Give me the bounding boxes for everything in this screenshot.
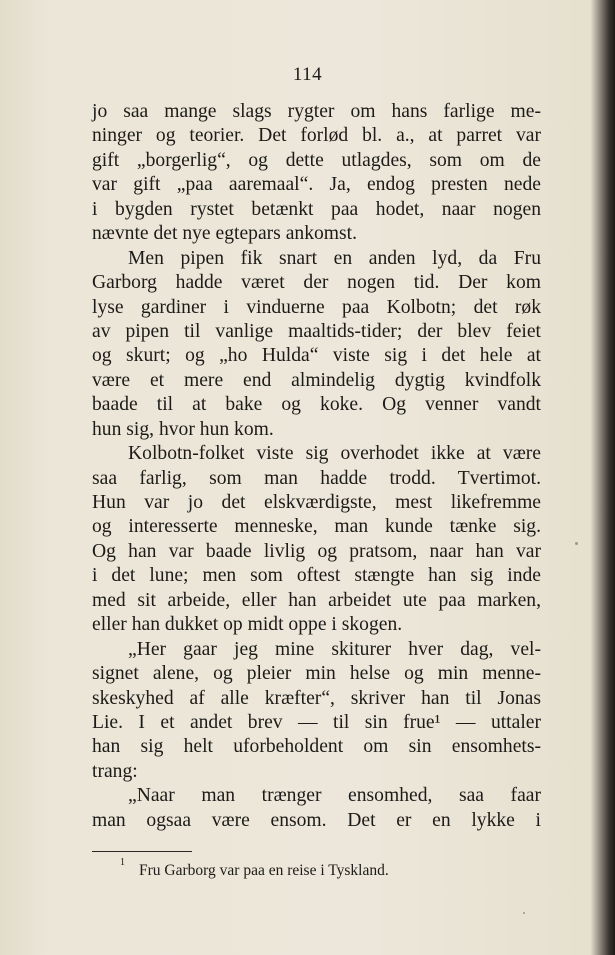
text-line: baade til at bake og koke. Og venner vandt <box>92 394 541 416</box>
text-line: skeskyhed af alle kræfter“, skriver han til Jonas <box>92 687 541 709</box>
text-line: og interesserte menneske, man kunde tænke sig. <box>92 516 541 538</box>
text-line: i det lune; men som oftest stængte han sig inde <box>92 565 541 587</box>
text-line: var gift „paa aaremaal“. Ja, endog presten nede <box>92 174 541 196</box>
text-line: være et mere end almindelig dygtig kvindfolk <box>92 369 541 391</box>
text-line: man ogsaa være ensom. Det er en lykke i <box>92 809 541 831</box>
footnote-marker: 1 <box>120 857 125 868</box>
text-line: trang: <box>92 760 138 782</box>
body-text <box>92 100 541 833</box>
text-line: eller han dukket op midt oppe i skogen. <box>92 614 403 636</box>
page-number: 114 <box>292 64 323 85</box>
text-line: saa farlig, som man hadde trodd. Tvertimot. <box>92 467 541 489</box>
footnote <box>120 857 389 881</box>
text-line: ninger og teorier. Det forlød bl. a., at parret var <box>92 125 541 147</box>
text-line: lyse gardiner i vinduerne paa Kolbotn; det røk <box>92 296 541 318</box>
text-line: „Naar man trænger ensomhed, saa faar <box>128 785 541 807</box>
text-line: han sig helt uforbeholdent om sin ensomhets- <box>92 736 541 758</box>
text-line: nævnte det nye egtepars ankomst. <box>92 223 357 245</box>
footnote-text: Fru Garborg var paa en reise i Tyskland. <box>139 862 389 880</box>
text-line: Garborg hadde været der nogen tid. Der kom <box>92 272 541 294</box>
text-line: Men pipen fik snart en anden lyd, da Fru <box>128 247 541 269</box>
text-line: Lie. I et andet brev — til sin frue¹ — uttaler <box>92 711 541 733</box>
text-line: signet alene, og pleier min helse og min menne- <box>92 663 541 685</box>
text-line: Hun var jo det elskværdigste, mest likefremme <box>92 492 541 513</box>
text-line: hun sig, hvor hun kom. <box>92 418 274 440</box>
text-line: i bygden rystet betænkt paa hodet, naar nogen <box>92 198 541 220</box>
text-line: av pipen til vanlige maaltids-tider; der blev feiet <box>92 320 541 342</box>
paper-speck <box>575 542 578 545</box>
text-line: jo saa mange slags rygter om hans farlige me- <box>92 101 541 122</box>
text-line: Kolbotn-folket viste sig overhodet ikke at være <box>128 443 541 465</box>
paper-speck <box>523 912 525 914</box>
text-line: med sit arbeide, eller han arbeidet ute paa marken, <box>92 589 541 611</box>
text-line: og skurt; og „ho Hulda“ viste sig i det hele at <box>92 345 541 367</box>
text-line: gift „borgerlig“, og dette utlagdes, som om de <box>92 149 541 171</box>
footnote-rule <box>92 851 192 852</box>
text-line: „Her gaar jeg mine skiturer hver dag, vel- <box>128 638 541 660</box>
text-line: Og han var baade livlig og pratsom, naar han var <box>92 540 541 562</box>
